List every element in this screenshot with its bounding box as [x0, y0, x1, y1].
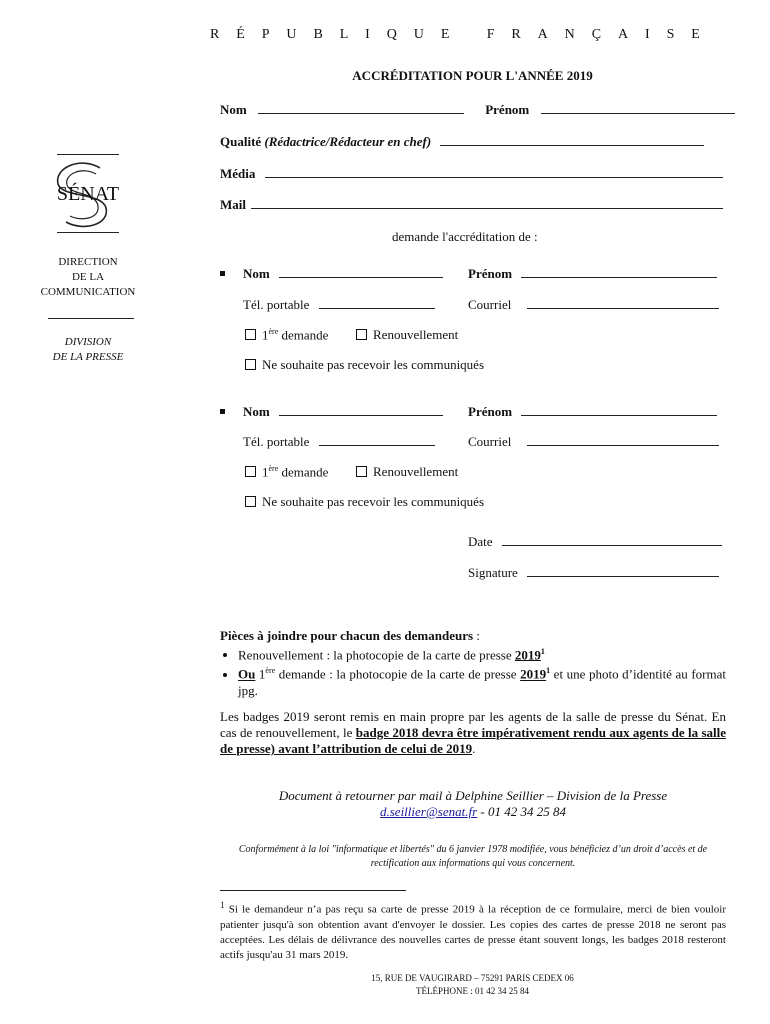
person2-tel-label: Tél. portable [243, 434, 310, 449]
header-letter: E [691, 27, 700, 42]
person1-prenom-input-line[interactable] [521, 267, 717, 278]
footnote-ref: 1 [546, 666, 551, 676]
pieces-heading-colon: : [473, 628, 480, 643]
header-letter: N [564, 27, 575, 42]
person1-first-demand-option[interactable] [245, 327, 328, 343]
header-letter: L [339, 27, 349, 42]
phone-line: TÉLÉPHONE : 01 42 34 25 84 [416, 986, 529, 996]
signature-input-line[interactable] [527, 566, 719, 577]
sidebar-divider [57, 154, 119, 155]
footnote-text: Si le demandeur n’a pas reçu sa carte de presse 2019 à la réception de ce formulaire, merci de bien vouloir patienter jusqu'à son obtention avant d'envoyer le dossier. Les copies des cartes de presse 2018 ne seront pas acceptées. Les délais de délivrance des nouvelles cartes de presse étant souvent longs, les badges 2018 resteront actifs jusqu'au 31 mars 2019. [220, 903, 726, 961]
nom-label: Nom [220, 102, 247, 117]
person2-courriel-label: Courriel [468, 434, 512, 449]
person2-prenom-label: Prénom [468, 404, 513, 419]
demande-text: demande l'accréditation de : [392, 229, 538, 244]
footnote-number: 1 [220, 900, 225, 910]
sidebar-divider [57, 232, 119, 233]
person1-courriel-input-line[interactable] [527, 298, 719, 309]
qualite-input-line[interactable] [440, 135, 704, 146]
person2-tel-input-line[interactable] [319, 435, 435, 446]
header-letter: R [210, 27, 220, 42]
no-comm-label: Ne souhaite pas recevoir les communiqués [262, 494, 485, 509]
header-letter: F [486, 27, 495, 42]
badges-end: . [472, 741, 476, 756]
date-label: Date [468, 534, 493, 549]
first-demand-text: demande [278, 464, 329, 480]
checkbox-icon[interactable] [356, 466, 367, 477]
qualite-hint: (Rédactrice/Rédacteur en chef) [264, 134, 432, 149]
header-letter: S [666, 27, 675, 42]
qualite-field[interactable] [220, 134, 704, 150]
person2-nom-input-line[interactable] [279, 405, 443, 416]
first-demand-label: 1 [262, 464, 269, 480]
pieces-item2-sup-ere: ère [265, 666, 276, 676]
pieces-heading: Pièces à joindre pour chacun des demandeurs [220, 628, 474, 643]
renewal-label: Renouvellement [373, 464, 459, 479]
signature-label: Signature [468, 565, 518, 580]
first-demand-sup: ère [268, 327, 279, 336]
header-letter: I [644, 27, 650, 42]
first-demand-label: 1 [262, 327, 269, 343]
person2-nom-label: Nom [243, 404, 270, 419]
return-info [220, 788, 726, 820]
qualite-label: Qualité [220, 134, 262, 149]
address-line: 15, RUE DE VAUGIRARD – 75291 PARIS CEDEX 06 [371, 973, 574, 983]
senat-logo [40, 160, 136, 230]
republique-francaise-header [210, 27, 700, 43]
footnote-divider [220, 890, 406, 891]
person2-nom-field[interactable] [220, 404, 443, 420]
person2-prenom-field[interactable] [468, 404, 717, 420]
direction-label: DIRECTION DE LA COMMUNICATION [40, 256, 136, 298]
person1-no-comm-option[interactable] [245, 357, 484, 373]
header-letter: U [286, 27, 297, 42]
return-line: Document à retourner par mail à Delphine Seillier – Division de la Presse [278, 788, 668, 803]
person1-tel-input-line[interactable] [319, 298, 435, 309]
svg-text:SÉNAT: SÉNAT [56, 183, 120, 205]
no-comm-label: Ne souhaite pas recevoir les communiqués [262, 357, 485, 372]
pieces-item2-tail: et une photo d’identité au format jpg. [238, 666, 726, 698]
footnote-ref: 1 [540, 647, 545, 656]
bullet-icon [220, 271, 225, 276]
checkbox-icon[interactable] [356, 329, 367, 340]
header-letter: I [365, 27, 370, 42]
header-letter: A [537, 27, 548, 42]
badges-warning: badge 2018 devra être impérativement rendu aux agents de la salle de presse) avant l’attribution de celui de 2019 [220, 725, 727, 756]
pieces-item-first [238, 663, 726, 698]
media-label: Média [220, 166, 256, 181]
pieces-item2-text: demande : la photocopie de la carte de presse [275, 666, 521, 682]
person1-renewal-option[interactable] [356, 327, 458, 343]
header-letter: P [261, 27, 270, 42]
prenom-input-line[interactable] [541, 103, 735, 114]
person2-prenom-input-line[interactable] [521, 405, 717, 416]
header-letter: U [413, 27, 424, 42]
person1-tel-label: Tél. portable [243, 297, 310, 312]
contact-phone: - 01 42 34 25 84 [477, 804, 567, 819]
address-footer [220, 972, 725, 998]
nom-input-line[interactable] [258, 103, 464, 114]
header-letter: B [313, 27, 323, 42]
person2-tel-field[interactable] [243, 434, 435, 450]
contact-email-link[interactable]: d.seillier@senat.fr [379, 804, 478, 819]
header-letter: Q [386, 27, 397, 42]
person2-courriel-input-line[interactable] [527, 435, 719, 446]
person2-renewal-option[interactable] [356, 464, 458, 480]
sidebar-divider [48, 318, 134, 319]
pieces-item1-year: 2019 [514, 647, 541, 663]
person1-nom-field[interactable] [220, 266, 443, 282]
pieces-item2-pre: 1 [255, 666, 266, 682]
bullet-icon [220, 409, 225, 414]
mail-label: Mail [220, 197, 246, 212]
checkbox-icon[interactable] [245, 496, 256, 507]
person1-tel-field[interactable] [243, 297, 435, 313]
media-input-line[interactable] [265, 167, 723, 178]
pieces-section [220, 628, 726, 699]
header-letter: E [440, 27, 450, 42]
date-field[interactable] [468, 534, 722, 550]
mail-field[interactable] [220, 197, 723, 213]
first-demand-sup: ère [268, 464, 279, 473]
pieces-item2-ou: Ou [238, 666, 256, 682]
badges-paragraph [220, 709, 726, 757]
header-letter: Ç [591, 27, 602, 42]
renewal-label: Renouvellement [373, 327, 459, 342]
header-letter [466, 27, 470, 43]
footnote [220, 898, 726, 963]
person2-first-demand-option[interactable] [245, 464, 328, 480]
pieces-item1-text: Renouvellement : la photocopie de la carte de presse [238, 647, 515, 663]
date-input-line[interactable] [502, 535, 722, 546]
checkbox-icon[interactable] [245, 359, 256, 370]
person1-prenom-field[interactable] [468, 266, 717, 282]
header-letter: É [236, 27, 245, 42]
header-letter: R [511, 27, 521, 42]
checkbox-icon[interactable] [245, 466, 256, 477]
division-label: DIVISION DE LA PRESSE [52, 336, 124, 363]
pieces-item-renewal [238, 644, 726, 663]
first-demand-text: demande [278, 327, 329, 343]
prenom-label: Prénom [485, 102, 530, 117]
pieces-item2-year: 2019 [520, 666, 547, 682]
person1-nom-input-line[interactable] [279, 267, 443, 278]
signature-field[interactable] [468, 565, 719, 581]
person1-nom-label: Nom [243, 266, 270, 281]
nom-field[interactable] [220, 102, 735, 118]
checkbox-icon[interactable] [245, 329, 256, 340]
legal-notice: Conformément à la loi "informatique et libertés" du 6 janvier 1978 modifiée, vous bénéficiez d’un droit d’accès et de rectification aux informations qui vous concernent. [238, 844, 708, 869]
header-letter: A [617, 27, 629, 42]
person1-courriel-label: Courriel [468, 297, 512, 312]
person2-courriel-field[interactable] [468, 434, 719, 450]
person1-courriel-field[interactable] [468, 297, 719, 313]
badges-text: Les badges 2019 seront remis en main propre par les agents de la salle de presse du Sénat. En cas de renouvellement, le [220, 709, 726, 740]
person1-prenom-label: Prénom [468, 266, 513, 281]
mail-input-line[interactable] [251, 198, 723, 209]
person2-no-comm-option[interactable] [245, 494, 484, 510]
media-field[interactable] [220, 166, 723, 182]
page-title: ACCRÉDITATION POUR L'ANNÉE 2019 [352, 68, 593, 83]
